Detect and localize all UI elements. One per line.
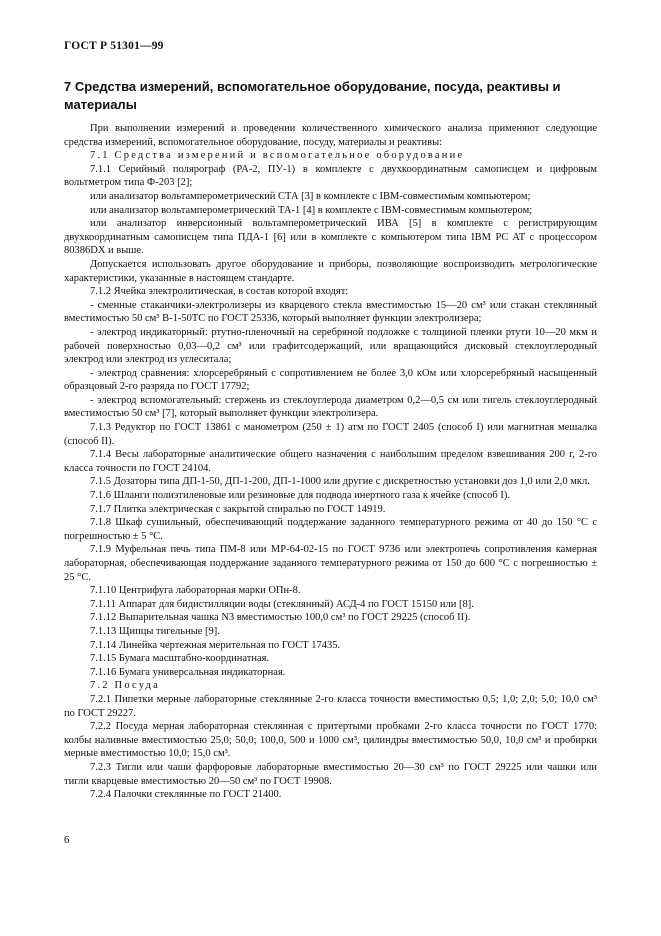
list-item: - сменные стаканчики-электролизеры из кварцевого стекла вместимостью 15—20 см³ или стакан стеклянный вместимостью 50 см³ В-1-50ТС по ГОСТ 25336, который выполняет функции электролизера; bbox=[64, 299, 597, 325]
paragraph: или анализатор вольтамперометрический СТА [3] в комплекте с IBM-совместимым компьютером; bbox=[90, 190, 531, 202]
paragraph: При выполнении измерений и проведении количественного химического анализа применяют следующие средства измерений, вспомогательное оборудование, посуду, материалы и реактивы: bbox=[64, 123, 597, 148]
document-body bbox=[64, 122, 597, 802]
list-item: - электрод вспомогательный: стержень из стеклоуглерода диаметром 0,2—0,5 см или тигель стеклоуглеродный вместимостью 50 см³ [7], который выполняет функции электролизера. bbox=[64, 394, 597, 420]
paragraph: 7.1.16 Бумага универсальная индикаторная. bbox=[90, 666, 286, 678]
paragraph: Допускается использовать другое оборудование и приборы, позволяющие воспроизводить метрологические характеристики, указанные в настоящем стандарте. bbox=[64, 258, 597, 284]
list-item: - электрод индикаторный: ртутно-пленочный на серебряной подложке с толщиной пленки ртути 10—20 мкм и рабочей поверхностью 0,03—0,2 см³ или графитсодержащий, или вращающийся дисковый стеклоуглеродный электрод или электрод из углеситала; bbox=[64, 326, 597, 366]
page-number: 6 bbox=[64, 834, 70, 846]
paragraph: 7.2.2 Посуда мерная лабораторная стеклянная с притертыми пробками 2-го класса точности по ГОСТ 1770: колбы наливные вместимостью 25,0; 50,0; 100,0, 500 и 1000 см³, цилиндры вместимостью 50,0, 10,0 см³ и пробирки мерные вместимостью 10,0; 15,0 см³. bbox=[64, 721, 597, 760]
paragraph: 7.2.4 Палочки стеклянные по ГОСТ 21400. bbox=[90, 789, 282, 801]
subsection-heading: 7.2 Посуда bbox=[90, 680, 160, 692]
paragraph: 7.1.1 Серийный полярограф (PA-2, ПУ-1) в комплекте с двухкоординатным самописцем и цифровым вольтметром типа Ф-203 [2]; bbox=[64, 163, 597, 189]
section-title: 7 Средства измерений, вспомогательное оборудование, посуда, реактивы и материалы bbox=[64, 79, 561, 112]
paragraph: 7.1.3 Редуктор по ГОСТ 13861 с манометром (250 ± 1) атм по ГОСТ 2405 (способ I) или магнитная мешалка (способ II). bbox=[64, 422, 597, 447]
paragraph: 7.1.9 Муфельная печь типа ПМ-8 или МР-64-02-15 по ГОСТ 9736 или электропечь сопротивления камерная лабораторная, обеспечивающая поддержание заданного температурного режима от 150 до 600 °С с погрешностью ± 25 °С. bbox=[64, 544, 597, 583]
paragraph: 7.1.12 Выпарительная чашка N3 вместимостью 100,0 см³ по ГОСТ 29225 (способ II). bbox=[90, 612, 471, 624]
paragraph: или анализатор вольтамперометрический ТА-1 [4] в комплекте с IBM-совместимым компьютером; bbox=[90, 204, 533, 216]
list-item: - электрод сравнения: хлорсеребряный с сопротивлением не более 3,0 кОм или хлорсеребряный насыщенный образцовый 2-го разряда по ГОСТ 17792; bbox=[64, 367, 597, 393]
paragraph: 7.1.2 Ячейка электролитическая, в состав которой входят: bbox=[90, 286, 349, 298]
paragraph: 7.1.11 Аппарат для бидистилляции воды (стеклянный) АСД-4 по ГОСТ 15150 или [8]. bbox=[90, 598, 474, 610]
paragraph: 7.1.6 Шланги полиэтиленовые или резиновые для подвода инертного газа к ячейке (способ I). bbox=[90, 490, 510, 502]
paragraph: 7.1.7 Плитка электрическая с закрытой спиралью по ГОСТ 14919. bbox=[90, 503, 386, 515]
paragraph: 7.2.1 Пипетки мерные лабораторные стеклянные 2-го класса точности вместимостью 0,5; 1,0; 2,0; 5,0; 10,0 см³ по ГОСТ 29227. bbox=[64, 693, 597, 719]
paragraph: 7.1.4 Весы лабораторные аналитические общего назначения с наибольшим пределом взвешивания 200 г, 2-го класса точности по ГОСТ 24104. bbox=[64, 449, 597, 474]
paragraph: 7.1.13 Щипцы тигельные [9]. bbox=[90, 625, 220, 637]
subsection-heading: 7.1 Средства измерений и вспомогательное оборудование bbox=[90, 150, 465, 162]
paragraph: или анализатор инверсионный вольтамперометрический ИВА [5] в комплекте с регистрирующим двухкоординатным самописцем типа ПДА-1 [6] или в комплекте с компьютером типа IBM PC AT с процессором 80386DX и выше. bbox=[64, 218, 597, 257]
paragraph: 7.1.15 Бумага масштабно-координатная. bbox=[90, 653, 270, 665]
paragraph: 7.1.5 Дозаторы типа ДП-1-50, ДП-1-200, ДП-1-1000 или другие с дискретностью установки доз 1,0 или 2,0 мкл. bbox=[90, 476, 590, 488]
paragraph: 7.1.14 Линейка чертежная мерительная по ГОСТ 17435. bbox=[90, 639, 341, 651]
paragraph: 7.1.10 Центрифуга лабораторная марки ОПн-8. bbox=[90, 585, 301, 597]
paragraph: 7.1.8 Шкаф сушильный, обеспечивающий поддержание заданного температурного режима от 40 до 150 °С с погрешностью ± 5 °С. bbox=[64, 517, 597, 542]
document-header: ГОСТ Р 51301—99 bbox=[64, 40, 164, 52]
paragraph: 7.2.3 Тигли или чаши фарфоровые лабораторные вместимостью 20—30 см³ по ГОСТ 29225 или чашки или тигли кварцевые вместимостью 20—50 см³ по ГОСТ 19908. bbox=[64, 761, 597, 787]
